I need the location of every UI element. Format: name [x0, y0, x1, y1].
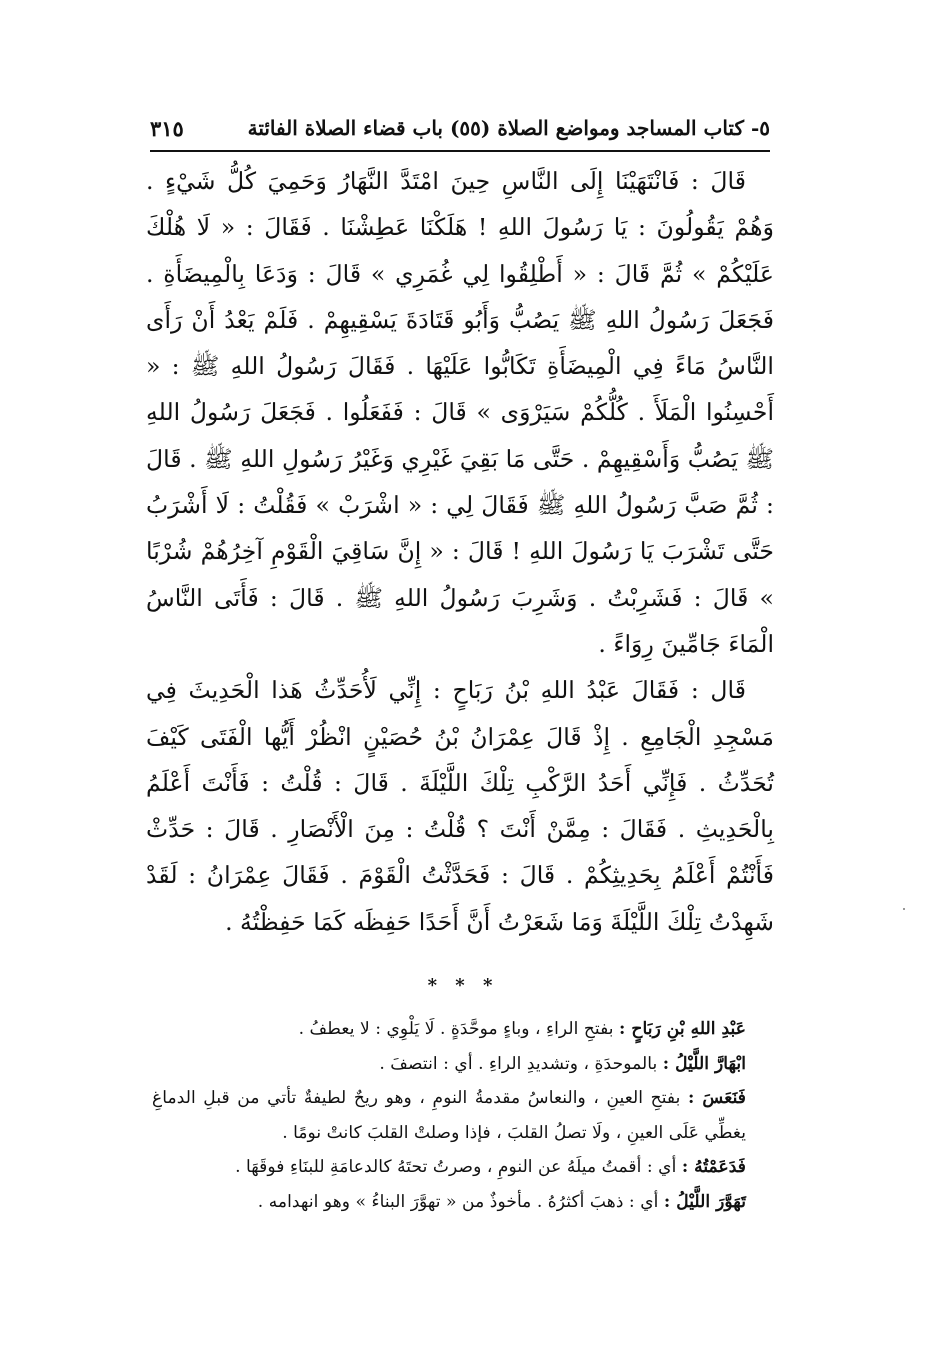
- note-term: فَدَعَمْتُهُ :: [681, 1157, 746, 1177]
- note-item: [152, 1185, 774, 1220]
- note-text: بفتحِ الراءِ ، وباءٍ موحَّدَةٍ . لَا يَلْوِي : لا يعطفُ .: [298, 1019, 620, 1039]
- glossary-notes: [152, 1012, 774, 1219]
- note-text: أي : ذهبَ أكثرُهُ . مأخوذٌ من « تهوَّرَ البناءُ » وهو انهدامه .: [257, 1191, 664, 1212]
- header-rule: [150, 150, 770, 152]
- chapter-title: ٥- كتاب المساجد ومواضع الصلاة (٥٥) باب قضاء الصلاة الفائتة: [247, 116, 770, 140]
- note-term: تَهَوَّرَ اللَّيْلُ :: [663, 1191, 746, 1212]
- note-item: [152, 1081, 774, 1150]
- note-term: فَنَعَسَ :: [687, 1088, 746, 1108]
- section-separator: * * *: [427, 975, 499, 996]
- note-text: أي : أقمتُ ميلَهُ عن النومِ ، وصرتُ تحتَهُ كالدعامَةِ للبنَاءِ فوقَهَا .: [235, 1157, 682, 1177]
- note-item: [152, 1150, 774, 1185]
- note-term: ابْهَارَّ اللَّيْلُ :: [662, 1053, 746, 1074]
- note-text: بالموحدَةِ ، وتشديدِ الراءِ . أي : انتصفَ .: [379, 1053, 663, 1074]
- note-item: [152, 1012, 774, 1047]
- note-term: عَبْدِ اللهِ بْنِ رَبَاحٍ :: [619, 1019, 746, 1039]
- note-text: بفتحِ العينِ ، والنعاسُ مقدمةُ النومِ ، وهو ريحٌ لطيفةٌ تأتي من قبلِ الدماغِ يغطِّي عَلَى العينِ ، ولَا تصلُ القلبَ ، فإذا وصلتْ القلبَ كانتْ نومًا .: [152, 1088, 746, 1143]
- note-item: [152, 1047, 774, 1082]
- margin-speck: [903, 908, 905, 910]
- body-paragraph: قَال : فَقَالَ عَبْدُ اللهِ بْنُ رَبَاحٍ : إِنِّي لَأُحَدِّثُ هَذا الْحَدِيثَ فِي مَسْجِدِ الْجَامِعِ . إِذْ قَالَ عِمْرَانُ بْنُ حُصَيْنٍ انْظُرْ أَيُّها الْفَتَى كَيْفَ تُحَدِّثُ . فَإِنِّي أَحَدُ الرَّكْبِ تِلْكَ اللَّيْلَةَ . قَالَ : قُلْتُ : فَأَنْتَ أَعْلَمُ بِالْحَدِيثِ . فَقَالَ : مِمَّنْ أَنْتَ ؟ قُلْتُ : مِنَ الْأَنْصَارِ . قَالَ : حَدِّثْ فَأَنْتُمْ أَعْلَمُ بِحَدِيثِكُمْ . قَالَ : فَحَدَّثْتُ الْقَوْمَ . فَقَالَ عِمْرَانُ : لَقَدْ شَهِدْتُ تِلْكَ اللَّيْلَةَ وَمَا شَعَرْتُ أَنَّ أَحَدًا حَفِظَه كَمَا حَفِظْتُهُ .: [146, 676, 774, 936]
- page-number: ٣١٥: [150, 116, 184, 141]
- running-header: [150, 112, 770, 148]
- body-paragraph: قَالَ : فَانْتَهَيْنَا إِلَى النَّاسِ حِينَ امْتَدَّ النَّهَارُ وَحَمِيَ كُلُّ شَيْءٍ . وَهُمْ يَقُولُونَ : يَا رَسُولَ اللهِ ! هَلَكْنَا عَطِشْنَا . فَقَالَ : « لَا هُلْكَ عَلَيْكُمْ » ثُمَّ قَالَ : « أَطْلِقُوا لِي غُمَرِي » قَالَ : وَدَعَا بِالْمِيضَأَةِ . فَجَعَلَ رَسُولُ اللهِ ﷺ يَصُبُّ وَأَبُو قَتَادَةَ يَسْقِيهِمْ . فَلَمْ يَعْدُ أَنْ رَأَى النَّاسُ مَاءً فِي الْمِيضَأَةِ تَكَابُّوا عَلَيْهَا . فَقَالَ رَسُولُ اللهِ ﷺ : « أَحْسِنُوا الْمَلَأَ . كُلُّكُمْ سَيَرْوَى » قَالَ : فَفَعَلُوا . فَجَعَلَ رَسُولُ اللهِ ﷺ يَصُبُّ وَأَسْقِيهِمْ . حَتَّى مَا بَقِيَ غَيْرِي وَغَيْرُ رَسُولِ اللهِ ﷺ . قَالَ : ثُمَّ صَبَّ رَسُولُ اللهِ ﷺ فَقَالَ لِي : « اشْرَبْ » فَقُلْتُ : لَا أَشْرَبُ حَتَّى تَشْرَبَ يَا رَسُولَ اللهِ ! قَالَ : « إِنَّ سَاقِيَ الْقَوْمِ آخِرُهُمْ شُرْبًا » قَالَ : فَشَرِبْتُ . وَشَرِبَ رَسُولُ اللهِ ﷺ . قَالَ : فَأَتَى النَّاسُ الْمَاءَ جَامِّينَ رِوَاءً .: [146, 167, 774, 658]
- hadith-text: [146, 158, 774, 945]
